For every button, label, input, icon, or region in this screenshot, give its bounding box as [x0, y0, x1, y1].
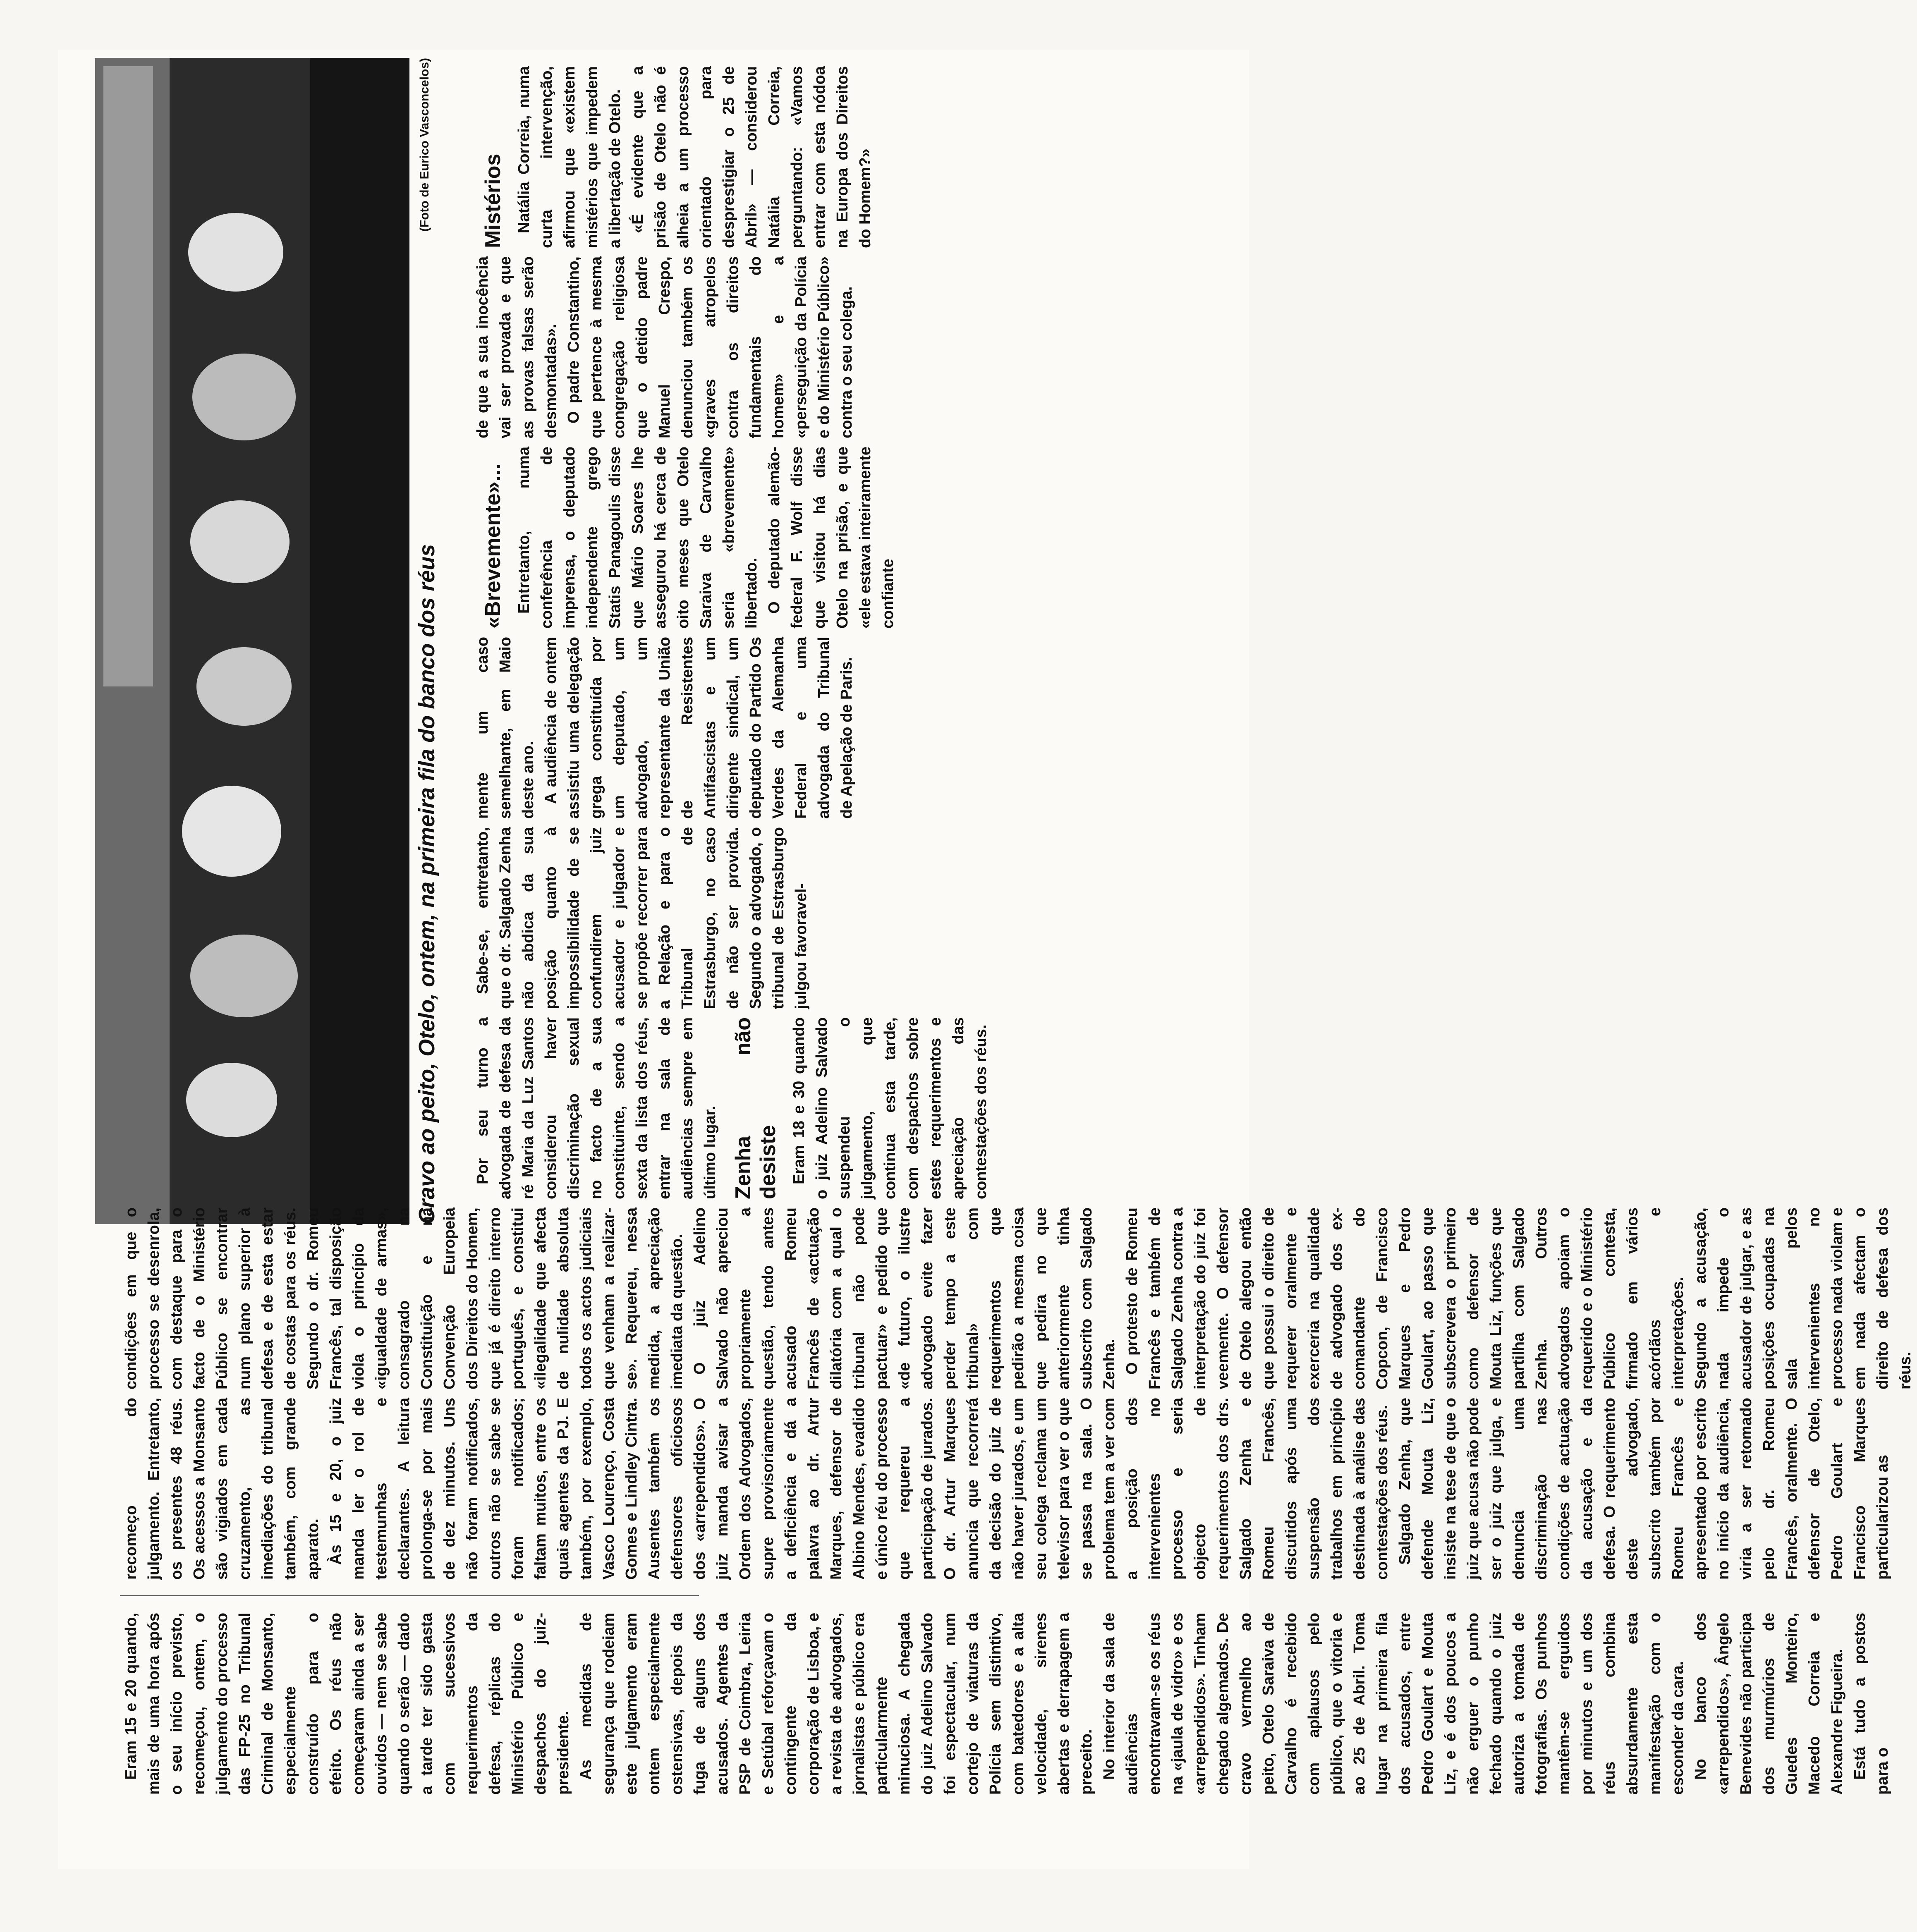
photo-figure-2: [190, 935, 298, 1017]
paragraph: O protesto de Romeu Francês e também de Salgado Zenha contra a interpretação do juiz foi veemente. O defensor de Otelo alegou então que possui o direito de requerer oralmente e exerceria na qualidade de advogado dos ex-comandante do Copcon, de Francisco Marques e Pedro Goulart, ao passo que subscrevera o primeiro como defensor de Mouta Liz, funções que partilha com Salgado Zenha. Outros advogados apoiam o requerido e o Ministério Público contesta, firmado em vários acórdãos e interpretações. Segundo a acusação, nada impede o acusador de julgar, e as posições ocupadas na sala pelos intervenientes no processo nada violam e em nada afectam o direito de defesa dos réus.: [1123, 1208, 1914, 1389]
paragraph: mente um caso semelhante, em Maio deste ano.: [474, 637, 537, 819]
paragraph: Por seu turno a advogada de defesa da ré Maria da Luz Santos considerou haver discriminação sexual no facto de a sua constituinte, sendo a sexta da lista dos réus, entrar na sala de audiências sempre em último lugar.: [474, 1017, 719, 1199]
photo-figure-5: [190, 500, 290, 583]
paragraph: O juiz Adelino Salvado não apreciou propriamente a questão, tendo antes acusado Romeu Francês de «actuação dilatória com a qual o tribunal não pode pactuar» e pedido que «de futuro, o ilustre advogado evite fazer perder tempo a este tribunal» com requerimentos que pedirão a mesma coisa que pedira no que anteriormente tinha subscrito com Salgado Zenha.: [691, 1208, 1118, 1389]
article-column-5: [471, 827, 813, 1009]
paragraph: Sabe-se, entretanto, que o dr. Salgado Zenha não abdica da sua posição quanto à impossibilidade de se confundirem juiz acusador e julgador e se propõe recorrer para a Relação e para o Tribunal de Estrasburgo, no caso de não ser provida. Segundo o advogado, o tribunal de Estrasburgo julgou favoravel-: [474, 827, 810, 1009]
paragraph: O padre Constantino, que pertence à mesma congregação religiosa que o detido padre Manuel Crespo, denunciou também os «graves atropelos contra os direitos fundamentais do homem» e a «perseguição da Polícia e do Ministério Público» contra o seu colega.: [565, 256, 855, 438]
photo-figure-6: [192, 354, 296, 440]
subheading: «Brevemente»...: [481, 464, 505, 629]
article-column-7: [471, 447, 900, 629]
paragraph: «É evidente que a prisão de Otelo não é alheia a um processo orientado para desprestigiar o 25 de Abril» — considerou Natália Correia, perguntando: «Vamos entrar com esta nódoa na Europa dos Direitos do Homem?»: [629, 66, 874, 248]
photo-illustration: [95, 58, 409, 1224]
subheading: Zenha não desiste: [731, 1017, 780, 1199]
paragraph: de que a sua inocência vai ser provada e que as provas falsas serão desmontadas».: [474, 256, 560, 438]
article-column-3: [120, 1208, 1914, 1389]
paragraph: Eram 15 e 20 quando, mais de uma hora após o seu início previsto, recomeçou, ontem, o julgamento do processo das FP-25 no Tribunal Criminal de Monsanto, especialmente construído para o efeito. Os réus não começaram ainda a ser ouvidos — nem se sabe quando o serão — dado a tarde ter sido gasta com sucessivos requerimentos da defesa, réplicas do Ministério Público e despachos do juiz-presidente.: [122, 1613, 572, 1795]
newspaper-clipping: [58, 50, 1914, 1869]
article-column-9: [471, 66, 877, 248]
article-column-6: [471, 637, 858, 819]
subheading: Mistérios: [481, 153, 505, 248]
paragraph: As medidas de segurança que rodeiam este julgamento eram ontem especialmente ostensivas, depois da fuga de alguns dos acusados. Agentes da PSP de Coimbra, Leiria e Setúbal reforçavam o contingente da corporação de Lisboa, e a revista de advogados, jornalistas e público era particularmente minuciosa. A chegada do juiz Adelino Salvado foi espectacular, num cortejo de viaturas da Polícia sem distintivo, com batedores e a alta velocidade, sirenes abertas e derrapagem a preceito.: [577, 1613, 1095, 1795]
photo-figure-3: [182, 786, 281, 877]
photo-railing: [103, 66, 153, 686]
photo-figure-1: [186, 1063, 277, 1137]
photo-figure-7: [188, 213, 283, 292]
paragraph: condições em que o processo se desenrola, com destaque para o facto de o Ministério Público se encontrar num plano superior à defesa e de esta estar de costas para os réus. Segundo o dr. Romeu Francês, tal disposição viola o princípio da «igualdade de armas», consagrado na Constituição e na Convenção Europeia dos Direitos do Homem, que já é direito interno português, e constitui «ilegalidade que afecta de nulidade absoluta todos os actos judiciais que venham a realizar-se». Requereu, nessa medida, a apreciação imediata da questão.: [122, 1208, 686, 1389]
paragraph: A audiência de ontem assistiu uma delegação grega constituída por um deputado, um advogado, um representante da União de Resistentes Antifascistas e um dirigente sindical, um deputado do Partido Os Verdes da Alemanha Federal e uma advogada do Tribunal de Apelação de Paris.: [542, 637, 855, 819]
photo-credit: (Foto de Eurico Vasconcelos): [418, 58, 431, 232]
paragraph: Às 15 e 20, o juiz manda ler o rol de testemunhas e declarantes. A leitura prolonga-se por mais de dez minutos. Uns não foram notificados, outros não se sabe se foram notificados; faltam muitos, entre os quais agentes da PJ. E também, por exemplo, Vasco Lourenço, Costa Gomes e Lindley Cintra. Ausentes também os defensores oficiosos dos «arrependidos». O juiz manda avisar a Ordem dos Advogados, supre provisoriamente a deficiência e dá a palavra ao dr. Artur Marques, defensor de Albino Mendes, evadido e único réu do processo que requereu a participação de jurados. O dr. Artur Marques anuncia que recorrerá da decisão do juiz de não haver jurados, e um seu colega reclama um televisor para ver o que se passa na sala. O problema tem a ver com a posição dos intervenientes no processo e seria objecto de requerimentos dos drs. Salgado Zenha e Romeu Francês, discutidos após uma suspensão dos trabalhos em princípio destinada à análise das contestações dos réus.: [327, 1398, 1391, 1580]
paragraph: Está tudo a postos para o: [1851, 1613, 1891, 1795]
paragraph: No interior da sala de audiências encontravam-se os réus na «jaula de vidro» e os «arrependidos». Tinham chegado algemados. De cravo vermelho ao peito, Otelo Saraiva de Carvalho é recebido com aplausos pelo público, que o vitoria e ao 25 de Abril. Toma lugar na primeira fila dos acusados, entre Pedro Goulart e Mouta Liz, e é dos poucos a não erguer o punho fechado quando o juiz autoriza a tomada de fotografias. Os punhos mantêm-se erguidos por minutos e um dos réus combina absurdamente esta manifestação com o esconder da cara.: [1101, 1613, 1687, 1795]
paragraph: O deputado alemão-federal F. Wolf disse que visitou há dias Otelo na prisão, e que «ele estava inteiramente confiante: [766, 447, 897, 629]
article-column-8: [471, 256, 858, 438]
paragraph: No banco dos «arrependidos», Ângelo Benevides não participa dos murmúrios de Guedes Monteiro, Macedo Correia e Alexandre Figueira.: [1692, 1613, 1846, 1795]
court-photo: [95, 58, 409, 1224]
paragraph: recomeço do julgamento. Entretanto, os presentes 48 réus. Os acessos a Monsanto são vigiados em cada cruzamento, as imediações do tribunal também, com grande aparato.: [122, 1398, 322, 1580]
article-column-4: [471, 1017, 993, 1199]
article-column-1: [120, 1613, 1894, 1795]
photo-bench: [310, 58, 409, 1224]
column-divider: [120, 1595, 699, 1596]
paragraph: Natália Correia, numa curta intervenção, afirmou que «existem mistérios que impedem a libertação de Otelo.: [515, 66, 624, 248]
paragraph: Eram 18 e 30 quando o juiz Adelino Salvado suspendeu o julgamento, que continua esta tarde, com despachos sobre estes requerimentos e apreciação das contestações dos réus.: [790, 1017, 990, 1199]
photo-caption: Cravo ao peito, Otelo, ontem, na primeira fila do banco dos réus: [414, 544, 439, 1224]
article-column-2: [120, 1398, 1894, 1580]
photo-figure-4: [196, 647, 292, 726]
paragraph: Entretanto, numa conferência de imprensa, o deputado independente grego Statis Panagoulis disse que Mário Soares lhe assegurou há cerca de oito meses que Otelo Saraiva de Carvalho seria «brevemente» libertado.: [515, 447, 760, 629]
paragraph: Salgado Zenha, que defende Mouta Liz, insiste na tese de que o juiz que acusa não pode ser o juiz que julga, e denuncia uma discriminação nas condições de actuação da acusação e da defesa. O requerimento deste advogado, subscrito também por Romeu Francês e apresentado por escrito no início da audiência, viria a ser retomado pelo dr. Romeu Francês, oralmente. O defensor de Otelo, Pedro Goulart e Francisco Marques particularizou as: [1396, 1398, 1891, 1580]
